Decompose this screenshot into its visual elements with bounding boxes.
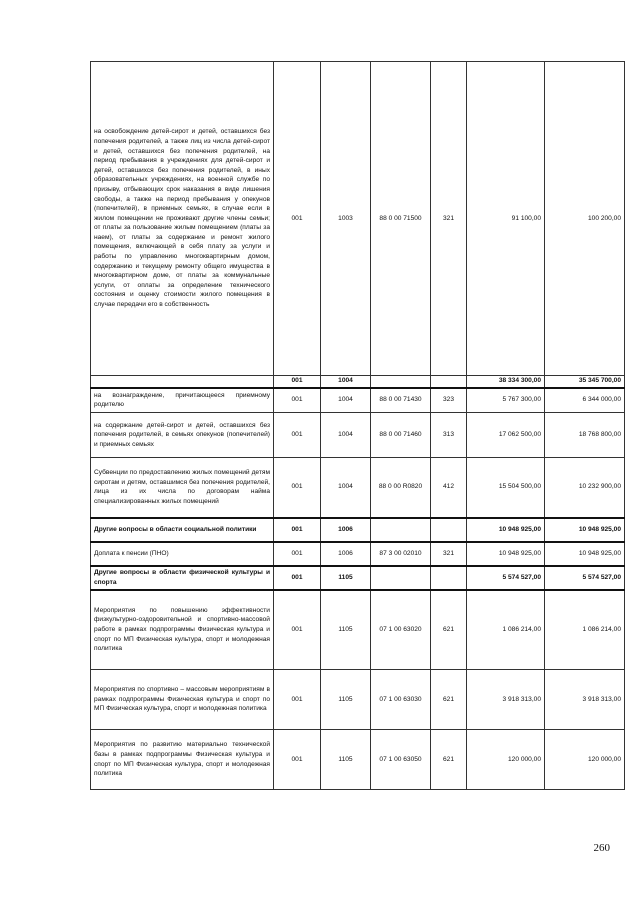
table-row	[91, 458, 625, 518]
row-description: на вознаграждение, причитающееся приемному родителю	[91, 388, 274, 413]
row-expense-type: 313	[431, 413, 467, 458]
row-amount-1: 38 334 300,00	[467, 376, 545, 388]
table-row	[91, 730, 625, 790]
row-expense-type: 412	[431, 458, 467, 518]
row-grbs: 001	[274, 590, 321, 670]
page-number: 260	[593, 842, 610, 854]
budget-table	[90, 61, 625, 790]
table-row	[91, 388, 625, 413]
row-description	[91, 376, 274, 388]
row-target-code	[371, 566, 431, 590]
row-amount-1: 15 504 500,00	[467, 458, 545, 518]
row-section: 1003	[321, 62, 371, 376]
row-amount-1: 3 918 313,00	[467, 670, 545, 730]
row-description: Субвенции по предоставлению жилых помещений детям сиротам и детям, оставшимся без попечения родителей, лица из их числа по договорам найма специализированных жилых помещений	[91, 458, 274, 518]
row-expense-type: 321	[431, 62, 467, 376]
row-section: 1006	[321, 542, 371, 566]
row-grbs: 001	[274, 542, 321, 566]
row-target-code: 88 0 00 71430	[371, 388, 431, 413]
table-row	[91, 518, 625, 542]
row-section: 1004	[321, 388, 371, 413]
row-grbs: 001	[274, 730, 321, 790]
row-target-code	[371, 518, 431, 542]
row-amount-1: 5 767 300,00	[467, 388, 545, 413]
table-row	[91, 62, 625, 376]
row-section: 1105	[321, 670, 371, 730]
row-description: Мероприятия по развитию материально технической базы в рамках подпрограммы Физическая культура и спорт по МП Физическая культура, спорт и молодежная политика	[91, 730, 274, 790]
row-expense-type: 621	[431, 590, 467, 670]
row-amount-1: 10 948 925,00	[467, 542, 545, 566]
row-section: 1004	[321, 458, 371, 518]
row-amount-2: 100 200,00	[545, 62, 625, 376]
row-amount-2: 120 000,00	[545, 730, 625, 790]
row-section: 1004	[321, 376, 371, 388]
row-section: 1006	[321, 518, 371, 542]
row-amount-1: 17 062 500,00	[467, 413, 545, 458]
row-amount-1: 5 574 527,00	[467, 566, 545, 590]
row-description: на содержание детей-сирот и детей, оставшихся без попечения родителей, в семьях опекунов (попечителей) и приемных семьях	[91, 413, 274, 458]
row-amount-2: 1 086 214,00	[545, 590, 625, 670]
row-section: 1004	[321, 413, 371, 458]
row-grbs: 001	[274, 670, 321, 730]
row-amount-2: 35 345 700,00	[545, 376, 625, 388]
row-expense-type	[431, 376, 467, 388]
row-description: на освобождение детей-сирот и детей, оставшихся без попечения родителей, а также лиц из числа детей-сирот и детей, оставшихся без попечения родителей, на период пребывания в учреждениях для детей-сирот и детей, оставшихся без попечения родителей, в иных образовательных учреждениях, на военной службе по призыву, отбывающих срок наказания в виде лишения свободы, а также на период пребывания у опекунов (попечителей), в приемных семьях, в случае если в жилом помещении не проживают другие члены семьи; от платы за пользование жилым помещением (платы за наем), от платы за содержание и ремонт жилого помещения, включающей в себя плату за услуги и работы по управлению многоквартирным домом, содержанию и текущему ремонту общего имущества в многоквартирном доме, от платы за коммунальные услуги, от оплаты за определение технического состояния и оценку стоимости жилого помещения в случае передачи его в собственность	[91, 62, 274, 376]
row-description: Мероприятия по повышению эффективности физкультурно-оздоровительной и спортивно-массовой работе в рамках подпрограммы Физическая культура и спорт по МП Физическая культура, спорт и молодежная политика	[91, 590, 274, 670]
table-row	[91, 542, 625, 566]
row-amount-2: 18 768 800,00	[545, 413, 625, 458]
table-row	[91, 566, 625, 590]
row-amount-2: 3 918 313,00	[545, 670, 625, 730]
row-description: Другие вопросы в области физической культуры и спорта	[91, 566, 274, 590]
row-expense-type: 321	[431, 542, 467, 566]
row-amount-1: 91 100,00	[467, 62, 545, 376]
row-target-code: 88 0 00 71460	[371, 413, 431, 458]
row-target-code: 88 0 00 71500	[371, 62, 431, 376]
row-grbs: 001	[274, 413, 321, 458]
row-amount-2: 6 344 000,00	[545, 388, 625, 413]
row-grbs: 001	[274, 518, 321, 542]
table-row	[91, 413, 625, 458]
row-amount-2: 10 232 900,00	[545, 458, 625, 518]
row-amount-2: 10 948 925,00	[545, 518, 625, 542]
row-target-code: 88 0 00 R0820	[371, 458, 431, 518]
row-target-code: 07 1 00 63020	[371, 590, 431, 670]
row-description: Доплата к пенсии (ПНО)	[91, 542, 274, 566]
row-target-code: 07 1 00 63050	[371, 730, 431, 790]
row-amount-2: 10 948 925,00	[545, 542, 625, 566]
row-amount-1: 120 000,00	[467, 730, 545, 790]
row-amount-2: 5 574 527,00	[545, 566, 625, 590]
row-expense-type: 621	[431, 730, 467, 790]
row-amount-1: 1 086 214,00	[467, 590, 545, 670]
row-section: 1105	[321, 730, 371, 790]
row-target-code: 87 3 00 02010	[371, 542, 431, 566]
row-grbs: 001	[274, 388, 321, 413]
row-description: Другие вопросы в области социальной политики	[91, 518, 274, 542]
row-grbs: 001	[274, 376, 321, 388]
row-section: 1105	[321, 566, 371, 590]
row-grbs: 001	[274, 458, 321, 518]
row-grbs: 001	[274, 566, 321, 590]
table-row	[91, 590, 625, 670]
row-target-code	[371, 376, 431, 388]
row-expense-type	[431, 518, 467, 542]
row-description: Мероприятия по спортивно – массовым мероприятиям в рамках подпрограммы Физическая культура и спорт по МП Физическая культура, спорт и молодежная политика	[91, 670, 274, 730]
row-expense-type: 323	[431, 388, 467, 413]
row-expense-type	[431, 566, 467, 590]
row-target-code: 07 1 00 63030	[371, 670, 431, 730]
row-section: 1105	[321, 590, 371, 670]
row-expense-type: 621	[431, 670, 467, 730]
table-row	[91, 670, 625, 730]
row-grbs: 001	[274, 62, 321, 376]
row-amount-1: 10 948 925,00	[467, 518, 545, 542]
table-row	[91, 376, 625, 388]
